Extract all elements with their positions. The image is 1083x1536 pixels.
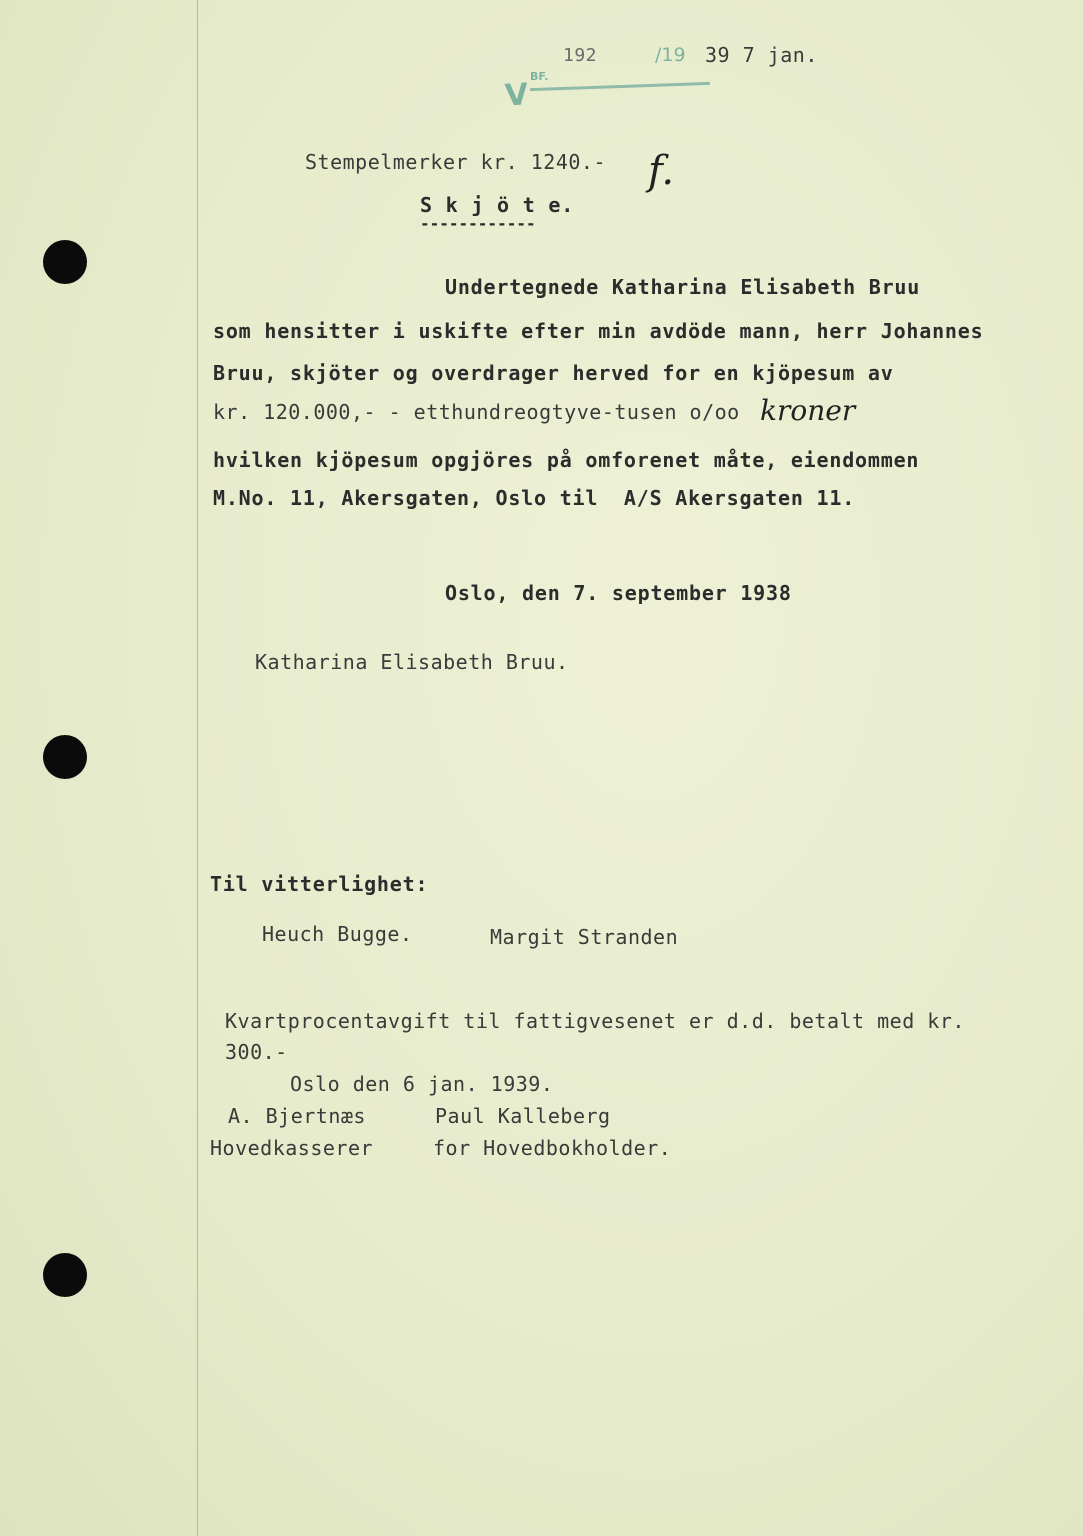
stamp-abbrev: BF. bbox=[530, 70, 549, 83]
title-underline: ------------ bbox=[420, 214, 536, 233]
punch-hole bbox=[43, 240, 87, 284]
signer-name: A. Bjertnæs bbox=[228, 1104, 366, 1128]
witness-name: Heuch Bugge. bbox=[262, 922, 413, 946]
body-line: M.No. 11, Akersgaten, Oslo til A/S Akersgaten 11. bbox=[213, 486, 856, 510]
register-number: 192 bbox=[563, 45, 598, 66]
handwritten-kroner: kroner bbox=[760, 394, 856, 427]
margin-line bbox=[197, 0, 198, 1536]
body-line: Bruu, skjöter og overdrager herved for en kjöpesum av bbox=[213, 361, 894, 385]
header-date: 39 7 jan. bbox=[705, 43, 818, 67]
fee-date: Oslo den 6 jan. 1939. bbox=[290, 1072, 554, 1096]
witness-name: Margit Stranden bbox=[490, 925, 679, 949]
body-line: Undertegnede Katharina Elisabeth Bruu bbox=[445, 275, 921, 299]
place-date: Oslo, den 7. september 1938 bbox=[445, 581, 792, 605]
stamp-letter: V bbox=[503, 77, 530, 114]
body-line: hvilken kjöpesum opgjöres på omforenet måte, eiendommen bbox=[213, 448, 920, 472]
document-title: S k j ö t e. bbox=[420, 193, 575, 217]
signer-name: Paul Kalleberg bbox=[435, 1104, 611, 1128]
body-line: kr. 120.000,- - etthundreogtyve-tusen o/oo bbox=[213, 400, 740, 424]
stamp-duty: Stempelmerker kr. 1240.- bbox=[305, 150, 606, 174]
fee-note-line: Kvartprocentavgift til fattigvesenet er d.d. betalt med kr. bbox=[225, 1009, 965, 1033]
punch-hole bbox=[43, 735, 87, 779]
fee-amount: 300.- bbox=[225, 1040, 288, 1064]
witness-heading: Til vitterlighet: bbox=[210, 872, 429, 896]
handwritten-initials: f. bbox=[648, 148, 675, 194]
signatory: Katharina Elisabeth Bruu. bbox=[255, 650, 569, 674]
stamp-year-prefix: /19 bbox=[655, 44, 686, 66]
punch-hole bbox=[43, 1253, 87, 1297]
stamp-underline bbox=[530, 82, 710, 91]
signer-title: Hovedkasserer bbox=[210, 1136, 374, 1160]
signer-title: for Hovedbokholder. bbox=[433, 1136, 672, 1160]
body-line: som hensitter i uskifte efter min avdöde mann, herr Johannes bbox=[213, 319, 984, 343]
